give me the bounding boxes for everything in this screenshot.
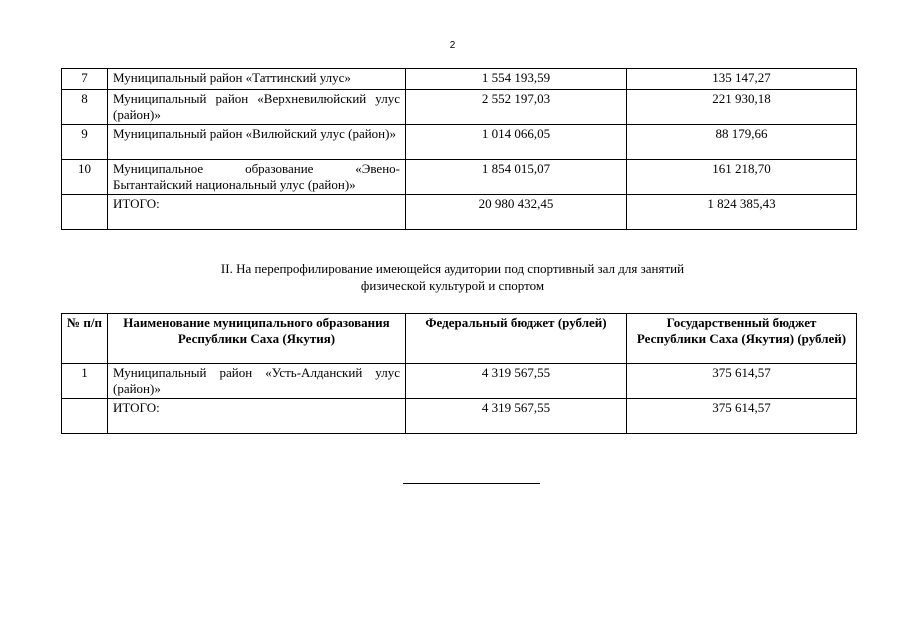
section-title: [150, 260, 755, 294]
state-budget-total: 375 614,57: [627, 399, 857, 434]
municipality-name: Муниципальный район «Таттинский улус»: [108, 69, 406, 90]
table-row: [62, 364, 857, 399]
state-budget-value: 135 147,27: [627, 69, 857, 90]
table-row: [62, 90, 857, 125]
federal-budget-value: 2 552 197,03: [406, 90, 627, 125]
header-state-budget: Государственный бюджет Республики Саха (Якутия) (рублей): [627, 314, 857, 364]
page-number: 2: [449, 40, 456, 51]
section-title-line-2: физической культурой и спортом: [360, 278, 545, 293]
table-row: [62, 69, 857, 90]
municipality-name: Муниципальный район «Вилюйский улус (район)»: [108, 125, 406, 160]
total-label: ИТОГО:: [108, 399, 406, 434]
header-municipality: Наименование муниципального образования Республики Саха (Якутия): [108, 314, 406, 364]
table-row: [62, 125, 857, 160]
federal-budget-total: 4 319 567,55: [406, 399, 627, 434]
federal-budget-total: 20 980 432,45: [406, 195, 627, 230]
table-row: [62, 160, 857, 195]
header-federal-budget: Федеральный бюджет (рублей): [406, 314, 627, 364]
municipality-name: Муниципальный район «Усть-Алданский улус (район)»: [108, 364, 406, 399]
header-number: № п/п: [62, 314, 108, 364]
total-row: [62, 195, 857, 230]
row-number: 10: [62, 160, 108, 195]
total-row: [62, 399, 857, 434]
federal-budget-value: 1 854 015,07: [406, 160, 627, 195]
row-number: [62, 195, 108, 230]
federal-budget-value: 4 319 567,55: [406, 364, 627, 399]
federal-budget-value: 1 014 066,05: [406, 125, 627, 160]
state-budget-value: 88 179,66: [627, 125, 857, 160]
row-number: 8: [62, 90, 108, 125]
allocation-table-continued: [61, 68, 857, 230]
state-budget-value: 221 930,18: [627, 90, 857, 125]
municipality-name: Муниципальный район «Верхневилюйский улус (район)»: [108, 90, 406, 125]
closing-line-divider: [403, 483, 540, 484]
federal-budget-value: 1 554 193,59: [406, 69, 627, 90]
gym-conversion-table: [61, 313, 857, 434]
municipality-name: Муниципальное образование «Эвено-Бытантайский национальный улус (район)»: [108, 160, 406, 195]
row-number: [62, 399, 108, 434]
state-budget-value: 161 218,70: [627, 160, 857, 195]
row-number: 9: [62, 125, 108, 160]
row-number: 7: [62, 69, 108, 90]
row-number: 1: [62, 364, 108, 399]
state-budget-value: 375 614,57: [627, 364, 857, 399]
section-title-line-1: II. На перепрофилирование имеющейся аудитории под спортивный зал для занятий: [220, 261, 685, 276]
table-header-row: [62, 314, 857, 364]
total-label: ИТОГО:: [108, 195, 406, 230]
state-budget-total: 1 824 385,43: [627, 195, 857, 230]
